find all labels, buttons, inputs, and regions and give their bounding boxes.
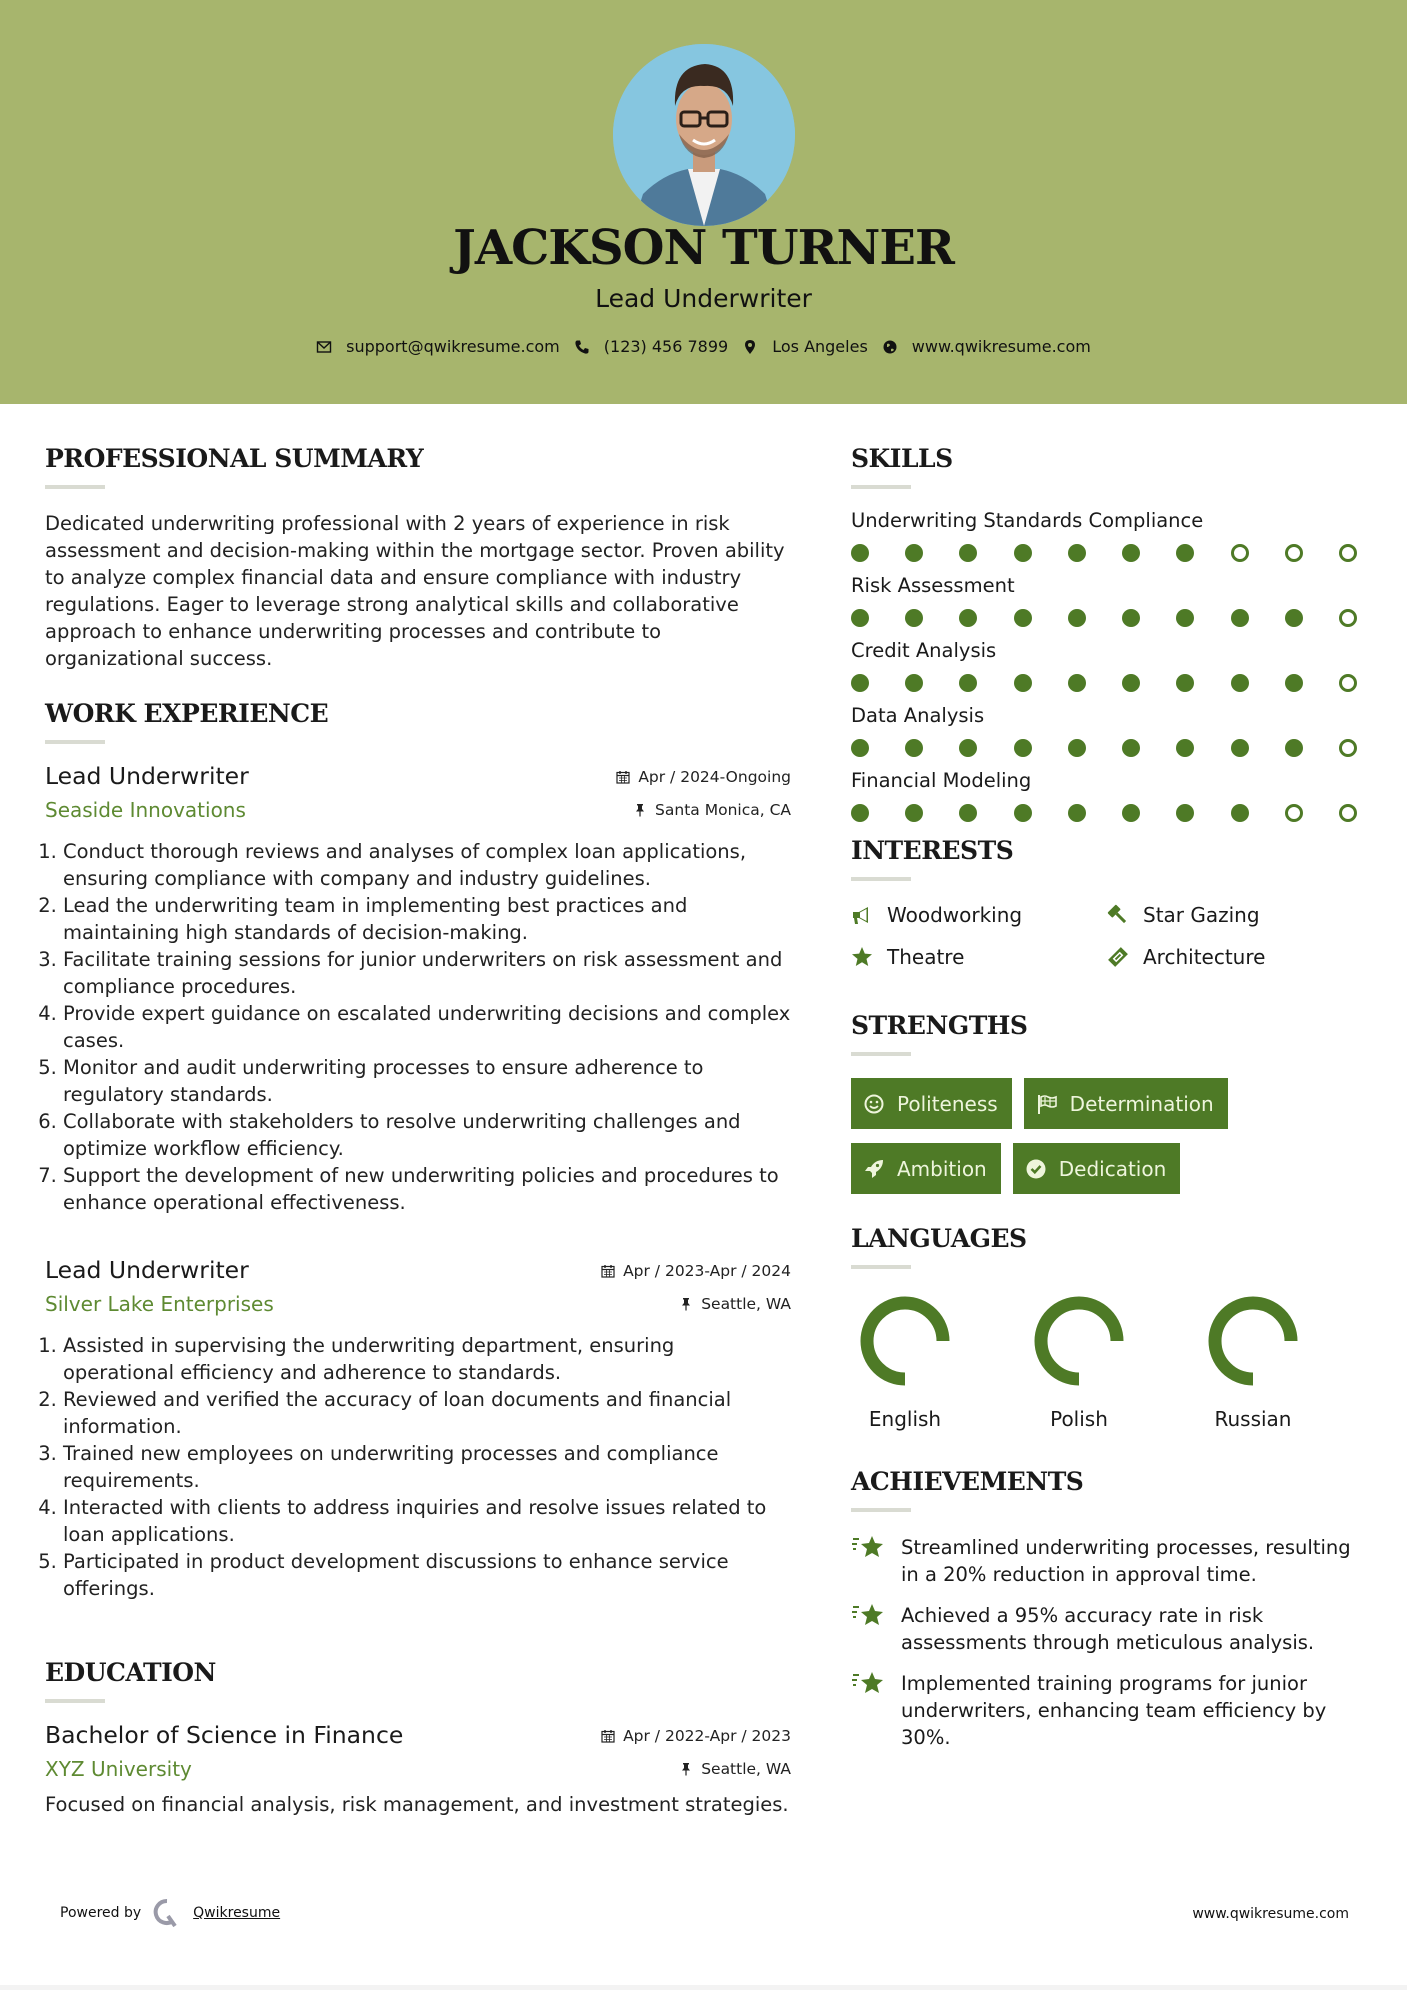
rating-dot-filled-icon (1285, 739, 1303, 757)
section-divider (45, 1699, 105, 1703)
section-divider (851, 877, 911, 881)
strength-badge (851, 1078, 1012, 1129)
section-title-strengths: STRENGTHS (851, 1011, 1028, 1040)
education-location-text: Seattle, WA (701, 1760, 791, 1778)
left-column (45, 444, 791, 1818)
language-label: English (868, 1407, 942, 1431)
rating-dot-filled-icon (1068, 674, 1086, 692)
strengths-list (851, 1078, 1311, 1194)
school-name: XYZ University (45, 1757, 192, 1781)
section-title-languages: LANGUAGES (851, 1224, 1027, 1253)
rating-dot-filled-icon (905, 674, 923, 692)
rating-dot-filled-icon (1176, 804, 1194, 822)
education-description: Focused on financial analysis, risk management, and investment strategies. (45, 1793, 789, 1816)
list-item: 5. Participated in product development discussions to enhance service offerings. (63, 1548, 791, 1602)
achievements-list (851, 1534, 1371, 1751)
rating-dot-empty-icon (1339, 674, 1357, 692)
rating-dot-filled-icon (959, 609, 977, 627)
rocket-icon (863, 1158, 885, 1180)
rating-dot-filled-icon (1014, 544, 1032, 562)
contact-bar (0, 337, 1407, 356)
achievement-item (851, 1670, 1371, 1751)
experience-section (45, 699, 791, 1602)
strength-label: Dedication (1058, 1156, 1167, 1181)
phone-icon (574, 339, 590, 355)
rating-dot-filled-icon (1122, 674, 1140, 692)
calendar-icon (616, 770, 630, 784)
pushpin-icon (679, 1762, 693, 1776)
rating-dot-empty-icon (1285, 804, 1303, 822)
rating-dot-filled-icon (905, 544, 923, 562)
check-circle-icon (1025, 1158, 1047, 1180)
rating-dot-filled-icon (1122, 804, 1140, 822)
job-title: Lead Underwriter (45, 1256, 249, 1284)
rating-dot-empty-icon (1339, 544, 1357, 562)
interest-item (1107, 903, 1363, 927)
company-name: Silver Lake Enterprises (45, 1292, 274, 1316)
interest-label: Woodworking (887, 903, 1023, 927)
job-title: Lead Underwriter (45, 762, 249, 790)
section-divider (851, 485, 911, 489)
candidate-title: Lead Underwriter (595, 284, 812, 313)
rating-dot-empty-icon (1231, 544, 1249, 562)
section-title-experience: WORK EXPERIENCE (45, 699, 329, 728)
rating-dot-filled-icon (1176, 739, 1194, 757)
list-item: 6. Collaborate with stakeholders to resolve underwriting challenges and optimize workflow efficiency. (63, 1108, 791, 1162)
skill-name: Credit Analysis (851, 639, 997, 662)
section-divider (851, 1265, 911, 1269)
resume-header (0, 0, 1407, 404)
education-dates (601, 1727, 791, 1745)
language-progress-ring (1033, 1295, 1125, 1387)
rating-dot-filled-icon (959, 739, 977, 757)
job-dates-text: Apr / 2023-Apr / 2024 (623, 1262, 791, 1280)
rating-dot-filled-icon (1285, 609, 1303, 627)
rating-dot-filled-icon (1014, 674, 1032, 692)
contact-website-text: www.qwikresume.com (911, 337, 1091, 356)
rating-dot-filled-icon (905, 609, 923, 627)
skill-rating (851, 544, 1357, 562)
education-section (45, 1658, 791, 1818)
footer-powered-by (60, 1898, 280, 1928)
strengths-section (851, 1011, 1371, 1194)
interest-label: Architecture (1143, 945, 1266, 969)
job-dates (601, 1262, 791, 1280)
profile-photo (613, 44, 795, 226)
rating-dot-filled-icon (1122, 739, 1140, 757)
calendar-icon (601, 1264, 615, 1278)
rating-dot-empty-icon (1339, 609, 1357, 627)
rating-dot-filled-icon (905, 804, 923, 822)
qwikresume-logo-icon (153, 1898, 181, 1928)
job-location (679, 1295, 791, 1313)
contact-email-text: support@qwikresume.com (346, 337, 560, 356)
job-dates-text: Apr / 2024-Ongoing (638, 768, 791, 786)
rating-dot-filled-icon (959, 804, 977, 822)
strength-badge (1013, 1143, 1181, 1194)
rating-dot-filled-icon (1176, 609, 1194, 627)
interest-label: Theatre (887, 945, 965, 969)
languages-list (851, 1295, 1371, 1431)
rating-dot-filled-icon (851, 674, 869, 692)
strength-label: Politeness (897, 1091, 998, 1116)
section-divider (851, 1508, 911, 1512)
shooting-star-icon (851, 1534, 885, 1562)
page-bottom-edge (0, 1985, 1407, 1990)
contact-location-text: Los Angeles (772, 337, 868, 356)
rating-dot-filled-icon (1068, 739, 1086, 757)
strength-label: Determination (1069, 1091, 1214, 1116)
rating-dot-filled-icon (1176, 674, 1194, 692)
shooting-star-icon (851, 1670, 885, 1698)
education-location (679, 1760, 791, 1778)
language-item (859, 1295, 951, 1431)
list-item: 1. Conduct thorough reviews and analyses of complex loan applications, ensuring compliance with company and industry guidelines. (63, 838, 791, 892)
rating-dot-filled-icon (959, 544, 977, 562)
list-item: 4. Provide expert guidance on escalated underwriting decisions and complex cases. (63, 1000, 791, 1054)
star-icon (851, 946, 873, 968)
rating-dot-empty-icon (1339, 804, 1357, 822)
strength-badge (1024, 1078, 1228, 1129)
company-name: Seaside Innovations (45, 798, 246, 822)
rating-dot-empty-icon (1285, 544, 1303, 562)
job-location-text: Santa Monica, CA (655, 801, 791, 819)
contact-website[interactable] (882, 337, 1091, 356)
section-divider (45, 485, 105, 489)
skills-list (851, 509, 1371, 822)
flag-checkered-icon (1036, 1093, 1058, 1115)
interests-section (851, 836, 1371, 969)
skills-section (851, 444, 1371, 822)
contact-email[interactable] (316, 337, 560, 356)
calendar-icon (601, 1729, 615, 1743)
achievement-item (851, 1534, 1371, 1588)
rating-dot-filled-icon (1176, 544, 1194, 562)
skill-rating (851, 804, 1357, 822)
powered-by-label: Powered by (60, 1905, 142, 1921)
job-location-text: Seattle, WA (701, 1295, 791, 1313)
rating-dot-empty-icon (1339, 739, 1357, 757)
section-title-achievements: ACHIEVEMENTS (851, 1467, 1084, 1496)
footer-website[interactable]: www.qwikresume.com (1192, 1906, 1349, 1922)
language-label: Polish (1050, 1407, 1108, 1431)
list-item: 3. Facilitate training sessions for junior underwriters on risk assessment and compliance procedures. (63, 946, 791, 1000)
skill-rating (851, 609, 1357, 627)
shooting-star-icon (851, 1602, 885, 1630)
section-title-skills: SKILLS (851, 444, 953, 473)
map-pin-icon (742, 339, 758, 355)
section-divider (45, 740, 105, 744)
language-item (1207, 1295, 1299, 1431)
language-label: Russian (1214, 1407, 1292, 1431)
rating-dot-filled-icon (1122, 544, 1140, 562)
achievements-section (851, 1467, 1371, 1751)
rating-dot-filled-icon (1231, 609, 1249, 627)
rating-dot-filled-icon (959, 674, 977, 692)
job-location (633, 801, 791, 819)
strength-badge (851, 1143, 1001, 1194)
rating-dot-filled-icon (1231, 739, 1249, 757)
interests-list (851, 903, 1371, 969)
rating-dot-filled-icon (905, 739, 923, 757)
megaphone-icon (851, 904, 873, 926)
skill-rating (851, 739, 1357, 757)
skill-name: Data Analysis (851, 704, 985, 727)
right-column (851, 444, 1371, 1765)
pushpin-icon (633, 803, 647, 817)
rating-dot-filled-icon (851, 739, 869, 757)
summary-text: Dedicated underwriting professional with 2 years of experience in risk assessment and decision-making within the mortgage sector. Proven ability to analyze complex financial data and ensure compliance with industry regulations. Eager to leverage strong analytical skills and collaborative approach to enhance underwriting processes and contribute to organizational success. (45, 512, 785, 670)
job-responsibilities (45, 838, 791, 1216)
contact-phone-text: (123) 456 7899 (603, 337, 729, 356)
rating-dot-filled-icon (1014, 804, 1032, 822)
interest-item (1107, 945, 1363, 969)
interest-item (851, 945, 1107, 969)
skill-name: Financial Modeling (851, 769, 1032, 792)
candidate-name: JACKSON TURNER (453, 220, 954, 276)
list-item: 3. Trained new employees on underwriting processes and compliance requirements. (63, 1440, 791, 1494)
rating-dot-filled-icon (1014, 609, 1032, 627)
pushpin-icon (679, 1297, 693, 1311)
list-item: 7. Support the development of new underwriting policies and procedures to enhance operational effectiveness. (63, 1162, 791, 1216)
achievement-text: Implemented training programs for junior underwriters, enhancing team efficiency by 30%. (901, 1672, 1327, 1749)
list-item: 5. Monitor and audit underwriting processes to ensure adherence to regulatory standards. (63, 1054, 791, 1108)
rating-dot-filled-icon (1068, 609, 1086, 627)
ticket-icon (1107, 946, 1129, 968)
rating-dot-filled-icon (1285, 674, 1303, 692)
education-entry (45, 1721, 791, 1818)
section-title-education: EDUCATION (45, 1658, 216, 1687)
rating-dot-filled-icon (1014, 739, 1032, 757)
brand-link[interactable]: Qwikresume (193, 1905, 281, 1921)
job-entry (45, 1256, 791, 1602)
list-item: 4. Interacted with clients to address inquiries and resolve issues related to loan applications. (63, 1494, 791, 1548)
language-item (1033, 1295, 1125, 1431)
achievement-text: Streamlined underwriting processes, resulting in a 20% reduction in approval time. (901, 1536, 1351, 1586)
rating-dot-filled-icon (1122, 609, 1140, 627)
rating-dot-filled-icon (851, 804, 869, 822)
summary-section (45, 444, 791, 672)
contact-location (742, 337, 868, 356)
interest-item (851, 903, 1107, 927)
section-divider (851, 1052, 911, 1056)
list-item: 1. Assisted in supervising the underwriting department, ensuring operational efficiency and adherence to standards. (63, 1332, 791, 1386)
gavel-icon (1107, 904, 1129, 926)
smile-icon (863, 1093, 885, 1115)
skill-rating (851, 674, 1357, 692)
rating-dot-filled-icon (851, 609, 869, 627)
rating-dot-filled-icon (1068, 544, 1086, 562)
interest-label: Star Gazing (1143, 903, 1260, 927)
job-entry (45, 762, 791, 1216)
rating-dot-filled-icon (851, 544, 869, 562)
education-dates-text: Apr / 2022-Apr / 2023 (623, 1727, 791, 1745)
language-progress-ring (859, 1295, 951, 1387)
person-photo-icon (613, 44, 795, 226)
languages-section (851, 1224, 1371, 1431)
achievement-item (851, 1602, 1371, 1656)
rating-dot-filled-icon (1231, 804, 1249, 822)
language-progress-ring (1207, 1295, 1299, 1387)
skill-name: Underwriting Standards Compliance (851, 509, 1204, 532)
list-item: 2. Lead the underwriting team in implementing best practices and maintaining high standards of decision-making. (63, 892, 791, 946)
skill-name: Risk Assessment (851, 574, 1015, 597)
rating-dot-filled-icon (1068, 804, 1086, 822)
contact-phone[interactable] (574, 337, 728, 356)
job-dates (616, 768, 791, 786)
envelope-icon (316, 339, 332, 355)
globe-icon (882, 339, 898, 355)
section-title-summary: PROFESSIONAL SUMMARY (45, 444, 424, 473)
list-item: 2. Reviewed and verified the accuracy of loan documents and financial information. (63, 1386, 791, 1440)
rating-dot-filled-icon (1231, 674, 1249, 692)
job-responsibilities (45, 1332, 791, 1602)
degree-title: Bachelor of Science in Finance (45, 1721, 404, 1749)
achievement-text: Achieved a 95% accuracy rate in risk assessments through meticulous analysis. (901, 1604, 1315, 1654)
strength-label: Ambition (897, 1156, 987, 1181)
section-title-interests: INTERESTS (851, 836, 1014, 865)
